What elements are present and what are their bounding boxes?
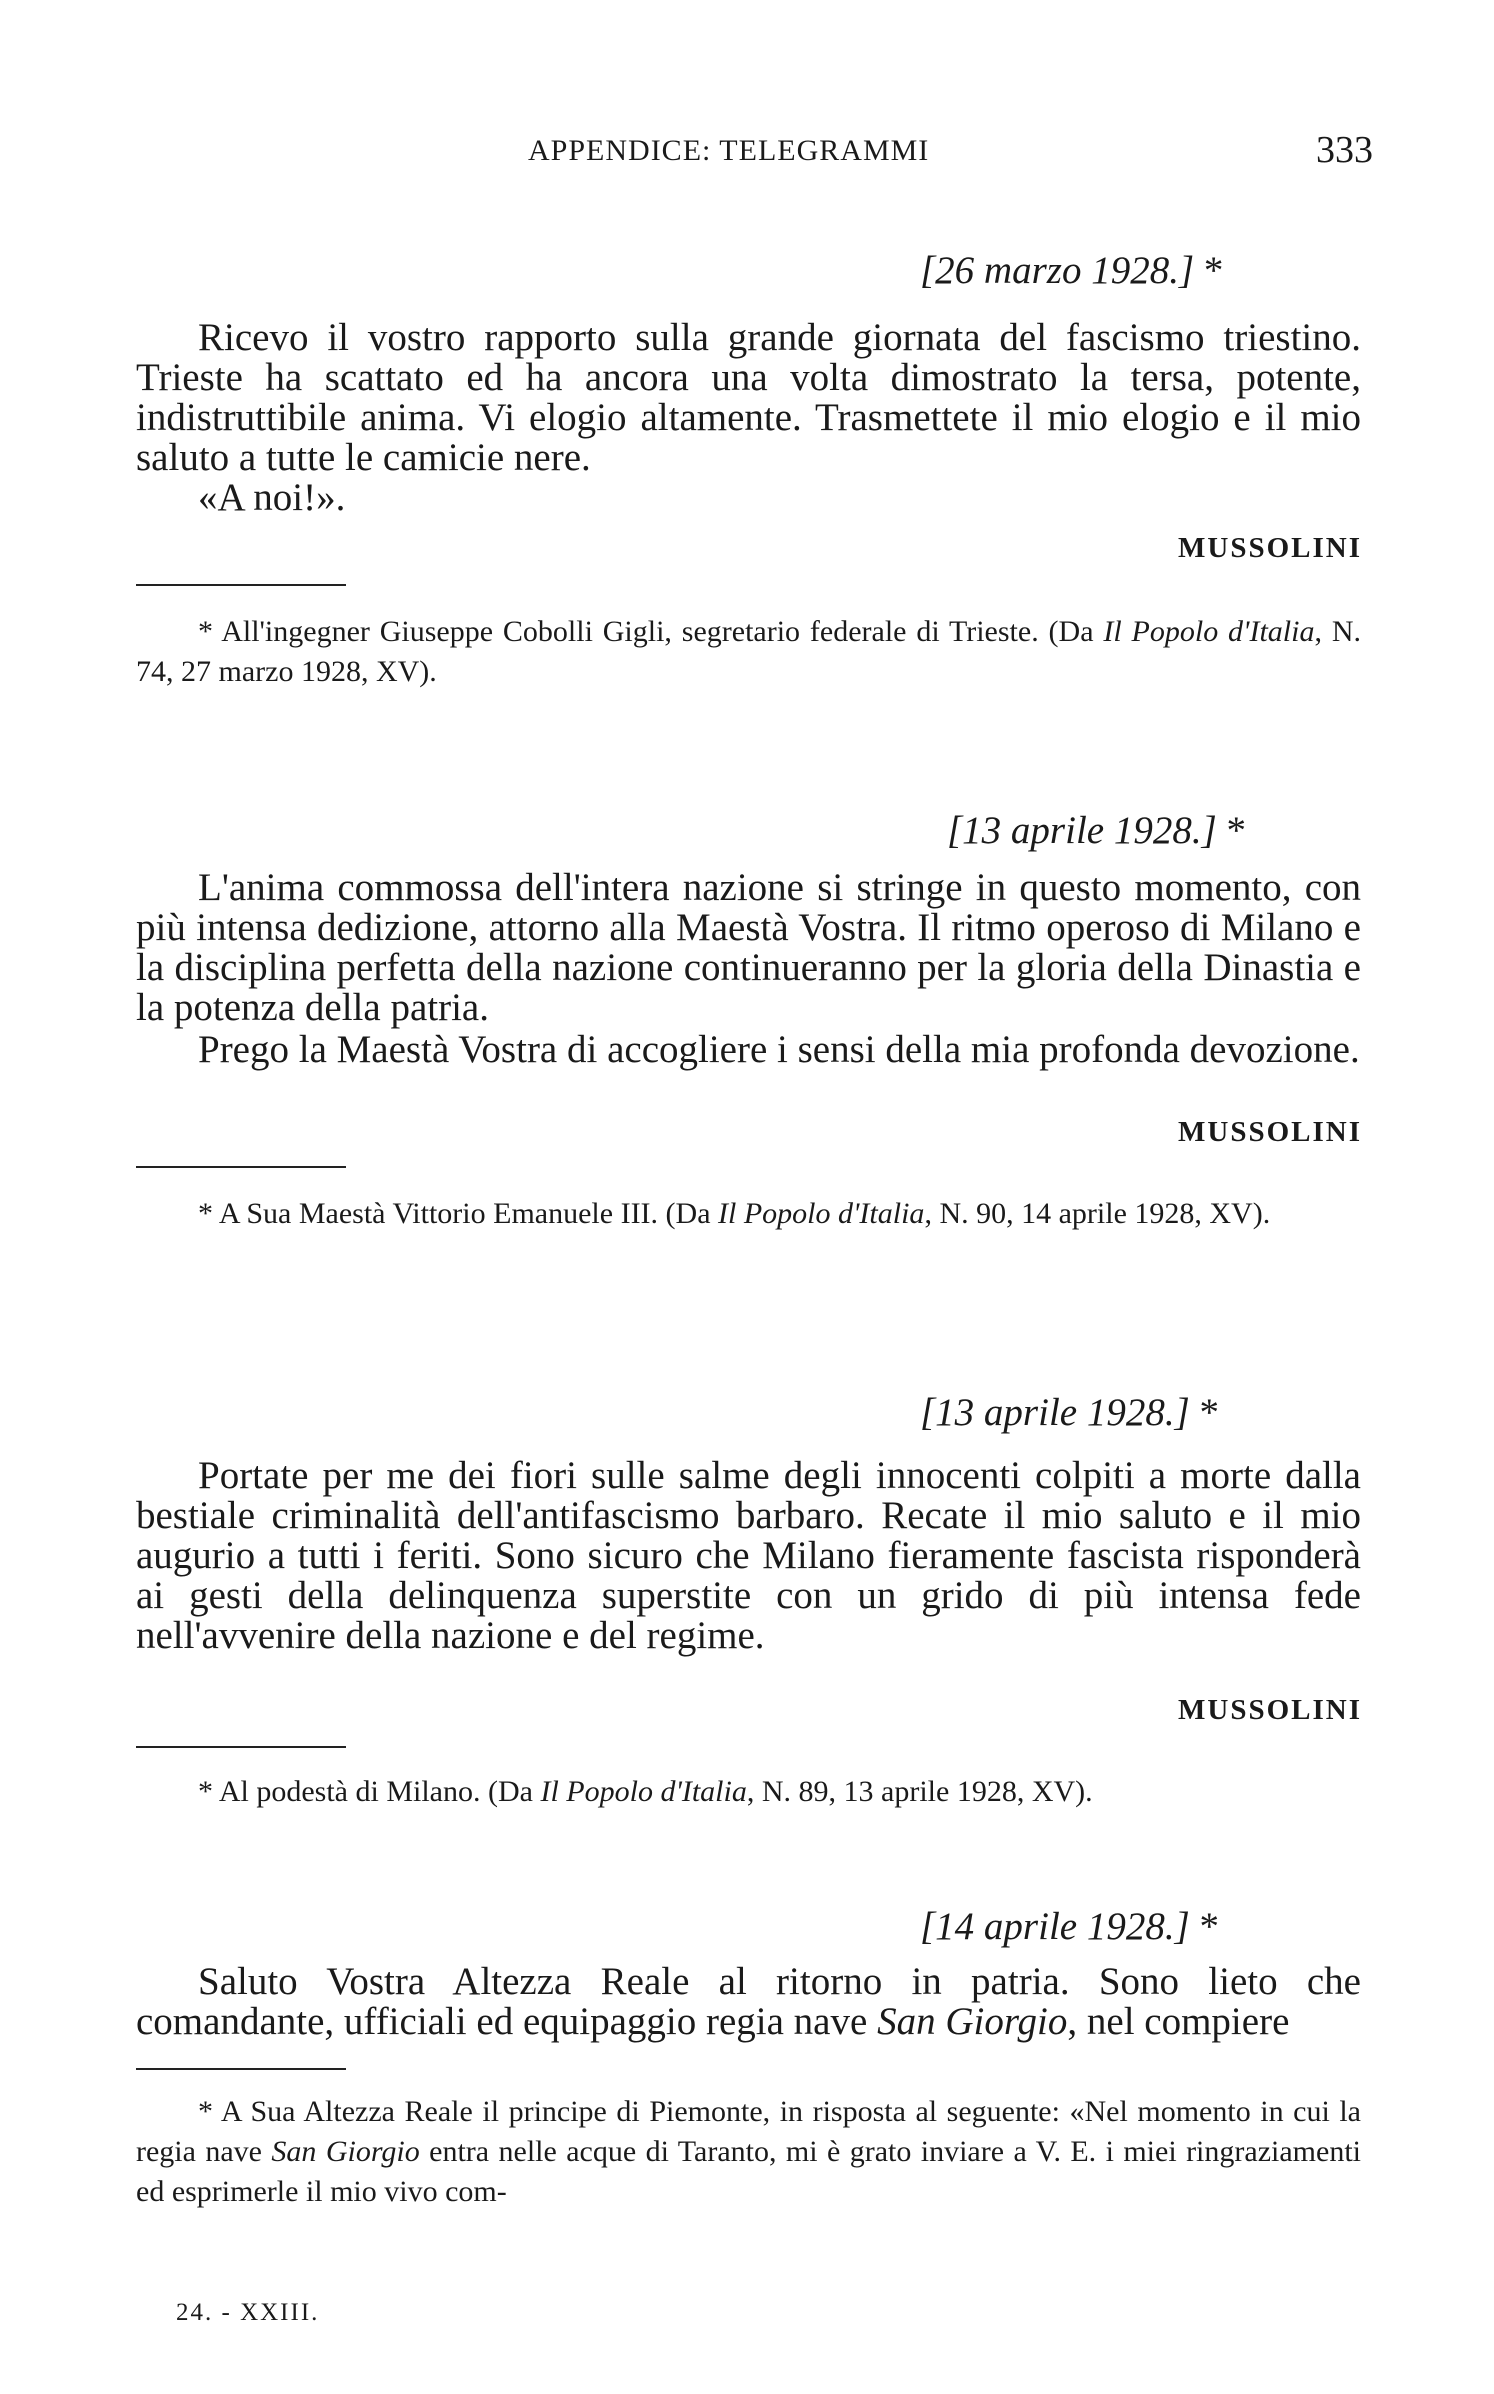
footnote-rule (136, 584, 346, 586)
signature-mark: 24. - XXIII. (176, 2299, 320, 2326)
telegram-body: Portate per me dei fiori sulle salme degli innocenti colpiti a morte dalla bestiale criminalità dell'antifascismo barbaro. Recate il mio saluto e il mio augurio a tutti i feriti. Sono sicuro che Milano fieramente fascista risponderà ai gesti della delinquenza superstite con un grido di più intensa fede nell'avvenire della nazione e del regime. (136, 1454, 1361, 1657)
source-title: Il Popolo d'Italia (1103, 615, 1315, 648)
telegram-body: Prego la Maestà Vostra di accogliere i sensi della mia profonda devozione. (198, 1028, 1360, 1071)
source-title: Il Popolo d'Italia (540, 1775, 747, 1808)
footnote: * Al podestà di Milano. (Da Il Popolo d'Italia, N. 89, 13 aprile 1928, XV). (198, 1775, 1093, 1808)
source-title: Il Popolo d'Italia (718, 1197, 925, 1230)
footnote-rule (136, 1166, 346, 1168)
page-header (528, 128, 1373, 178)
telegram-date: [14 aprile 1928.] * (920, 1905, 1220, 1948)
footnote-rule (136, 1746, 346, 1748)
signature: MUSSOLINI (1178, 1694, 1362, 1726)
footnote: * A Sua Maestà Vittorio Emanuele III. (Da Il Popolo d'Italia, N. 90, 14 aprile 1928, XV). (198, 1197, 1271, 1230)
page-number: 333 (1316, 129, 1373, 171)
running-title: APPENDICE: TELEGRAMMI (528, 134, 930, 167)
telegram-date: [26 marzo 1928.] * (920, 249, 1224, 292)
ship-name: San Giorgio (877, 2000, 1068, 2043)
signature: MUSSOLINI (1178, 1116, 1362, 1148)
footnote-rule (136, 2068, 346, 2070)
footnote: * A Sua Altezza Reale il principe di Piemonte, in risposta al seguente: «Nel momento in cui la regia nave San Giorgio entra nelle acque di Taranto, mi è grato inviare a V. E. i miei ringraziamenti ed esprimerle il mio vivo com- (136, 2095, 1361, 2208)
telegram-date: [13 aprile 1928.] * (920, 1391, 1220, 1434)
telegram-body: Ricevo il vostro rapporto sulla grande giornata del fascismo triestino. Trieste ha scattato ed ha ancora una volta dimostrato la tersa, potente, indistruttibile anima. Vi elogio altamente. Trasmettete il mio elogio e il mio saluto a tutte le camicie nere. (136, 316, 1361, 479)
telegram-date: [13 aprile 1928.] * (947, 809, 1247, 852)
ship-name: San Giorgio (271, 2135, 420, 2168)
telegram-body: L'anima commossa dell'intera nazione si stringe in questo momento, con più intensa dedizione, attorno alla Maestà Vostra. Il ritmo operoso di Milano e la disciplina perfetta della nazione continueranno per la gloria della Dinastia e la potenza della patria. (136, 866, 1361, 1029)
telegram-body: «A noi!». (198, 476, 346, 519)
signature: MUSSOLINI (1178, 532, 1362, 564)
telegram-body: Saluto Vostra Altezza Reale al ritorno in patria. Sono lieto che comandante, ufficiali ed equipaggio regia nave San Giorgio, nel compiere (136, 1960, 1361, 2043)
footnote: * All'ingegner Giuseppe Cobolli Gigli, segretario federale di Trieste. (Da Il Popolo d'Italia, N. 74, 27 marzo 1928, XV). (136, 615, 1361, 688)
